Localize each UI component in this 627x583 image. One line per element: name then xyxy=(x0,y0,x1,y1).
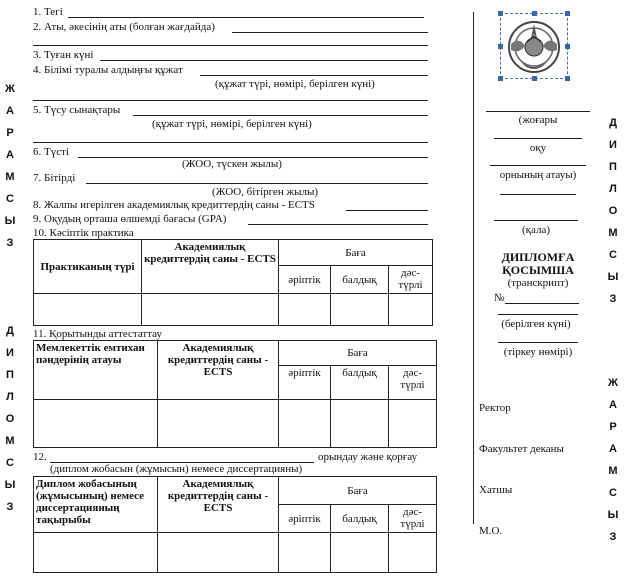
field-prev-doc-hint: (құжат түрі, нөмірі, берілген күні) xyxy=(215,78,375,90)
col-grade-points: балдық xyxy=(331,266,389,294)
right-vertical-bottom xyxy=(606,372,620,548)
left-vertical-top xyxy=(3,78,17,254)
emblem-image-frame[interactable] xyxy=(500,13,568,79)
field-exams-line[interactable] xyxy=(133,115,428,116)
col-grade-traditional: дәс-түрлі xyxy=(389,505,437,533)
vletter: Л xyxy=(6,391,14,403)
col-grade: Баға xyxy=(279,477,437,505)
col-credits: Академиялық кредиттердің саны - ECTS xyxy=(158,341,279,400)
table-cell[interactable] xyxy=(279,533,331,573)
reg-line[interactable] xyxy=(498,342,578,343)
vletter: Ы xyxy=(4,479,16,491)
vletter: Ы xyxy=(4,215,16,227)
table-cell[interactable] xyxy=(389,400,437,448)
section-thesis-tail: орындау және қорғау xyxy=(318,451,418,463)
vletter: О xyxy=(608,205,618,217)
issued-line[interactable] xyxy=(498,314,578,315)
vletter: О xyxy=(5,413,15,425)
field-credits-label: 8. Жалпы игерілген академиялық кредиттердің саны - ECTS xyxy=(33,199,315,211)
vletter: Д xyxy=(609,117,617,129)
vletter: Ы xyxy=(607,271,619,283)
col-grade-traditional: дәс-түрлі xyxy=(389,266,433,294)
field-exams-label: 5. Түсу сынақтары xyxy=(33,104,121,116)
resize-handle[interactable] xyxy=(532,76,537,81)
resize-handle[interactable] xyxy=(565,11,570,16)
table-cell[interactable] xyxy=(34,400,158,448)
vletter: И xyxy=(6,347,14,359)
attestation-table xyxy=(33,340,437,448)
city-line[interactable] xyxy=(494,220,578,221)
section-thesis-label: 12. xyxy=(33,451,47,463)
table-cell[interactable] xyxy=(389,533,437,573)
practice-table xyxy=(33,239,433,326)
right-vertical-top xyxy=(606,112,620,310)
resize-handle[interactable] xyxy=(498,11,503,16)
col-exam-subjects: Мемлекеттік емтихан пәндерінің атауы xyxy=(34,341,158,400)
uni-hint-1: (жоғары xyxy=(518,114,558,126)
vletter: П xyxy=(609,161,617,173)
col-grade-points: балдық xyxy=(331,505,389,533)
table-cell[interactable] xyxy=(331,400,389,448)
table-cell[interactable] xyxy=(142,294,279,326)
left-vertical-bottom xyxy=(3,320,17,518)
table-cell[interactable] xyxy=(389,294,433,326)
uni-line-4[interactable] xyxy=(500,194,576,195)
resize-handle[interactable] xyxy=(498,44,503,49)
col-grade-letter: әріптік xyxy=(279,266,331,294)
field-prev-doc-line-2[interactable] xyxy=(33,100,428,101)
doc-title-1: ДИПЛОМҒА xyxy=(501,250,575,264)
field-surname-label: 1. Тегі xyxy=(33,6,63,18)
vletter: С xyxy=(609,487,617,499)
col-credits: Академиялық кредиттердің саны - ECTS xyxy=(158,477,279,533)
field-graduated-hint: (ЖОО, бітірген жылы) xyxy=(212,186,319,198)
city-hint: (қала) xyxy=(521,224,551,236)
uni-hint-2: оқу xyxy=(529,142,547,154)
secretary-label: Хатшы xyxy=(479,484,513,496)
field-entered-label: 6. Түсті xyxy=(33,146,69,158)
col-grade-letter: әріптік xyxy=(279,366,331,400)
vletter: А xyxy=(609,443,617,455)
field-graduated-line[interactable] xyxy=(86,183,428,184)
issued-hint: (берілген күні) xyxy=(501,318,571,330)
field-name-line[interactable] xyxy=(232,32,428,33)
table-cell[interactable] xyxy=(34,294,142,326)
uni-hint-3: орнының атауы) xyxy=(499,169,577,181)
resize-handle[interactable] xyxy=(565,76,570,81)
col-grade-points: балдық xyxy=(331,366,389,400)
vletter: З xyxy=(609,531,617,543)
field-birth-line[interactable] xyxy=(100,60,428,61)
resize-handle[interactable] xyxy=(532,11,537,16)
vletter: Ы xyxy=(607,509,619,521)
table-cell[interactable] xyxy=(331,533,389,573)
vletter: С xyxy=(609,249,617,261)
vletter: Ж xyxy=(608,377,618,389)
reg-hint: (тіркеу нөмірі) xyxy=(503,346,573,358)
seal-label: М.О. xyxy=(479,525,503,537)
table-cell[interactable] xyxy=(34,533,158,573)
uni-line-2[interactable] xyxy=(494,138,582,139)
section-practice-label: 10. Кәсіптік практика xyxy=(33,227,134,239)
col-thesis-topic: Диплом жобасының (жұмысының) немесе диссертацияның тақырыбы xyxy=(34,477,158,533)
col-grade: Баға xyxy=(279,240,433,266)
vletter: М xyxy=(608,227,618,239)
col-grade-traditional: дәс-түрлі xyxy=(389,366,437,400)
dean-label: Факультет деканы xyxy=(479,443,564,455)
field-birth-label: 3. Туған күні xyxy=(33,49,94,61)
table-cell[interactable] xyxy=(279,400,331,448)
field-graduated-label: 7. Бітірді xyxy=(33,172,76,184)
section-attestation-label: 11. Қорытынды аттестаттау xyxy=(33,328,163,340)
table-cell[interactable] xyxy=(331,294,389,326)
col-practice-type: Практиканың түрі xyxy=(34,240,142,294)
page-divider xyxy=(473,12,474,524)
doc-title-2: ҚОСЫМША xyxy=(502,263,574,277)
table-cell[interactable] xyxy=(158,533,279,573)
doc-title-3: (транскрипт) xyxy=(507,277,569,289)
vletter: Ж xyxy=(5,83,15,95)
vletter: М xyxy=(5,171,15,183)
uni-line-1[interactable] xyxy=(486,111,590,112)
field-credits-line[interactable] xyxy=(346,210,428,211)
vletter: З xyxy=(609,293,617,305)
col-grade-letter: әріптік xyxy=(279,505,331,533)
field-surname-line[interactable] xyxy=(68,17,424,18)
col-credits: Академиялық кредиттердің саны - ECTS xyxy=(142,240,279,294)
field-prev-doc-label: 4. Білімі туралы алдыңғы құжат xyxy=(33,64,183,76)
field-exams-line-2[interactable] xyxy=(33,142,428,143)
table-cell[interactable] xyxy=(279,294,331,326)
thesis-table xyxy=(33,476,437,573)
uni-line-3[interactable] xyxy=(490,165,586,166)
vletter: Р xyxy=(6,127,14,139)
vletter: З xyxy=(6,237,14,249)
vletter: М xyxy=(5,435,15,447)
field-name-line-2[interactable] xyxy=(33,45,428,46)
vletter: М xyxy=(608,465,618,477)
field-exams-hint: (құжат түрі, нөмірі, берілген күні) xyxy=(152,118,312,130)
vletter: А xyxy=(6,149,14,161)
vletter: А xyxy=(6,105,14,117)
field-gpa-line[interactable] xyxy=(248,224,428,225)
number-line[interactable] xyxy=(505,303,579,304)
vletter: С xyxy=(6,457,14,469)
vletter: А xyxy=(609,399,617,411)
field-gpa-label: 9. Оқудың орташа өлшемді бағасы (GPA) xyxy=(33,213,227,225)
field-name-label: 2. Аты, әкесінің аты (болған жағдайда) xyxy=(33,21,215,33)
rector-label: Ректор xyxy=(479,402,511,414)
resize-handle[interactable] xyxy=(498,76,503,81)
resize-handle[interactable] xyxy=(565,44,570,49)
vletter: Р xyxy=(609,421,617,433)
number-label: № xyxy=(494,292,505,304)
section-thesis-hint: (диплом жобасын (жұмысын) немесе диссертацияны) xyxy=(50,463,303,475)
vletter: И xyxy=(609,139,617,151)
col-grade: Баға xyxy=(279,341,437,366)
vletter: Л xyxy=(609,183,617,195)
vletter: П xyxy=(6,369,14,381)
field-entered-hint: (ЖОО, түскен жылы) xyxy=(182,158,282,170)
field-prev-doc-line[interactable] xyxy=(200,75,428,76)
table-cell[interactable] xyxy=(158,400,279,448)
vletter: Д xyxy=(6,325,14,337)
vletter: С xyxy=(6,193,14,205)
vletter: З xyxy=(6,501,14,513)
emblem-icon xyxy=(501,14,567,78)
